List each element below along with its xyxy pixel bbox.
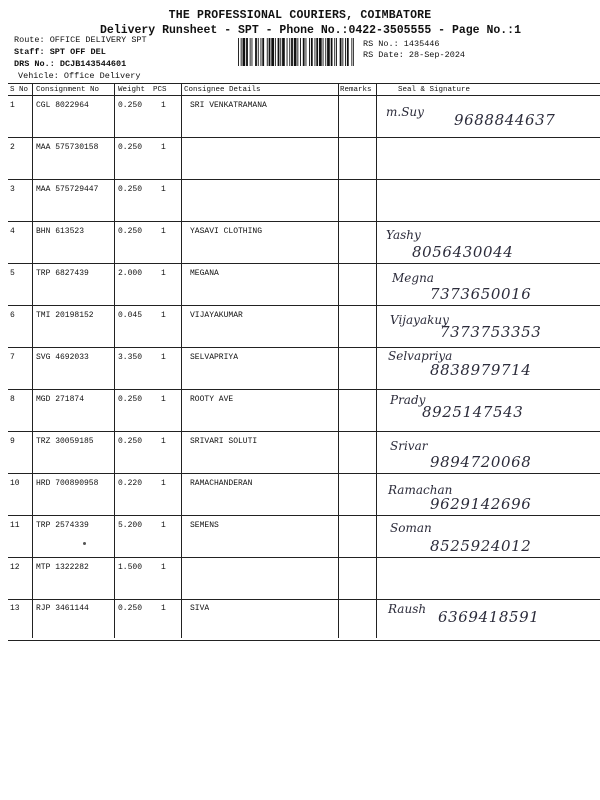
signature-name: Raush [388, 602, 427, 616]
row-pcs: 1 [161, 563, 166, 572]
handwritten-signature [376, 557, 600, 602]
row-pcs: 1 [161, 101, 166, 110]
handwritten-signature [376, 431, 600, 476]
row-consignee: SRI VENKATRAMANA [190, 101, 267, 110]
row-weight: 0.250 [118, 227, 143, 236]
rs-date: RS Date: 28-Sep-2024 [363, 50, 466, 60]
handwritten-signature [376, 179, 600, 224]
row-sno: 3 [10, 185, 15, 194]
col-header-pcs: PCS [153, 86, 167, 94]
table-row [0, 515, 600, 557]
table-row [0, 598, 600, 640]
col-header-seal: Seal & Signature [398, 86, 471, 94]
barcode [238, 38, 354, 66]
row-weight: 2.000 [118, 269, 143, 278]
row-consignment-no: MAA 575729447 [36, 185, 99, 194]
signature-phone: 7373753353 [440, 323, 542, 341]
signature-phone: 9629142696 [430, 495, 532, 513]
row-weight: 3.350 [118, 353, 143, 362]
row-consignment-no: TRP 6827439 [36, 269, 89, 278]
row-pcs: 1 [161, 353, 166, 362]
row-consignee: MEGANA [190, 269, 219, 278]
table-row [0, 137, 600, 179]
row-consignment-no: CGL 8022964 [36, 101, 89, 110]
row-weight: 0.250 [118, 395, 143, 404]
row-weight: 0.250 [118, 143, 143, 152]
table-row [0, 557, 600, 599]
row-sno: 4 [10, 227, 15, 236]
row-pcs: 1 [161, 227, 166, 236]
col-header-consignee: Consignee Details [184, 86, 261, 94]
signature-name: m.Suy [386, 105, 424, 119]
company-title: THE PROFESSIONAL COURIERS, COIMBATORE [168, 9, 432, 22]
row-consignee: SEMENS [190, 521, 219, 530]
col-header-consignment: Consignment No [36, 86, 100, 94]
table-row [0, 347, 600, 389]
table-row [0, 263, 600, 305]
row-pcs: 1 [161, 395, 166, 404]
row-weight: 0.250 [118, 101, 143, 110]
row-pcs: 1 [161, 269, 166, 278]
table-row [0, 389, 600, 431]
row-sno: 11 [10, 521, 20, 530]
row-consignment-no: MTP 1322282 [36, 563, 89, 572]
signature-phone: 9894720068 [430, 453, 532, 471]
handwritten-signature [376, 305, 600, 350]
signature-name: Ramachan [388, 483, 453, 497]
row-pcs: 1 [161, 521, 166, 530]
row-consignee: RAMACHANDERAN [190, 479, 253, 488]
signature-phone: 8838979714 [430, 361, 532, 379]
row-sno: 13 [10, 604, 20, 613]
signature-name: Prady [390, 393, 426, 407]
row-weight: 0.220 [118, 479, 143, 488]
handwritten-signature [376, 347, 600, 392]
signature-phone: 7373650016 [430, 285, 532, 303]
row-consignment-no: SVG 4692033 [36, 353, 89, 362]
row-sno: 1 [10, 101, 15, 110]
row-consignment-no: BHN 613523 [36, 227, 85, 236]
signature-name: Megna [392, 271, 434, 285]
row-pcs: 1 [161, 604, 166, 613]
rs-number: RS No.: 1435446 [363, 39, 440, 49]
handwritten-signature [376, 389, 600, 434]
col-header-sno: S No [10, 86, 29, 94]
row-weight: 1.500 [118, 563, 143, 572]
signature-phone: 8525924012 [430, 537, 532, 555]
signature-phone: 9688844637 [454, 111, 556, 129]
row-consignment-no: TRP 2574339 [36, 521, 89, 530]
row-sno: 8 [10, 395, 15, 404]
row-sno: 10 [10, 479, 20, 488]
table-row [0, 179, 600, 221]
signature-name: Selvapriya [388, 349, 453, 363]
row-weight: 0.045 [118, 311, 143, 320]
handwritten-signature [376, 598, 600, 643]
row-sno: 9 [10, 437, 15, 446]
row-weight: 0.250 [118, 185, 143, 194]
row-sno: 6 [10, 311, 15, 320]
table-row [0, 305, 600, 347]
row-consignee: SELVAPRIYA [190, 353, 239, 362]
row-sno: 2 [10, 143, 15, 152]
signature-phone: 8925147543 [422, 403, 524, 421]
stray-dot [83, 542, 86, 545]
row-consignee: ROOTY AVE [190, 395, 234, 404]
signature-phone: 6369418591 [438, 608, 540, 626]
staff-label: Staff: SPT OFF DEL [14, 47, 106, 57]
handwritten-signature [376, 95, 600, 140]
row-pcs: 1 [161, 143, 166, 152]
row-consignment-no: RJP 3461144 [36, 604, 89, 613]
row-weight: 5.200 [118, 521, 143, 530]
signature-phone: 8056430044 [412, 243, 514, 261]
row-consignment-no: MAA 575730158 [36, 143, 99, 152]
row-consignment-no: TRZ 30059185 [36, 437, 94, 446]
signature-name: Srivar [390, 439, 428, 453]
signature-name: Yashy [386, 228, 421, 242]
row-sno: 7 [10, 353, 15, 362]
row-weight: 0.250 [118, 604, 143, 613]
row-pcs: 1 [161, 437, 166, 446]
runsheet-title: Delivery Runsheet - SPT - Phone No.:0422-3505555 - Page No.:1 [100, 24, 521, 37]
table-row [0, 221, 600, 263]
col-header-weight: Weight [118, 86, 146, 94]
table-row [0, 95, 600, 137]
row-consignment-no: TMI 20198152 [36, 311, 94, 320]
handwritten-signature [376, 221, 600, 266]
vehicle-label: Vehicle: Office Delivery [18, 71, 141, 81]
row-sno: 5 [10, 269, 15, 278]
col-header-remarks: Remarks [340, 86, 372, 94]
row-sno: 12 [10, 563, 20, 572]
drs-label: DRS No.: DCJB143544601 [14, 59, 127, 69]
row-consignment-no: MGD 271874 [36, 395, 85, 404]
row-pcs: 1 [161, 185, 166, 194]
table-row [0, 431, 600, 473]
route-label: Route: OFFICE DELIVERY SPT [14, 35, 147, 45]
row-weight: 0.250 [118, 437, 143, 446]
signature-name: Soman [390, 521, 432, 535]
row-pcs: 1 [161, 479, 166, 488]
row-consignee: SRIVARI SOLUTI [190, 437, 258, 446]
row-pcs: 1 [161, 311, 166, 320]
signature-name: Vijayakuy [390, 313, 449, 327]
row-divider [8, 640, 600, 641]
handwritten-signature [376, 473, 600, 518]
row-consignment-no: HRD 700890958 [36, 479, 99, 488]
handwritten-signature [376, 137, 600, 182]
table-row [0, 473, 600, 515]
handwritten-signature [376, 263, 600, 308]
row-consignee: VIJAYAKUMAR [190, 311, 243, 320]
handwritten-signature [376, 515, 600, 560]
row-consignee: SIVA [190, 604, 210, 613]
row-consignee: YASAVI CLOTHING [190, 227, 263, 236]
